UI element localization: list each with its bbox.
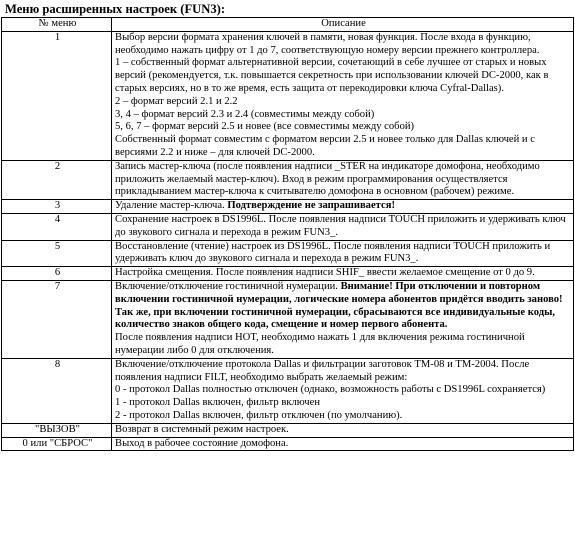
table-row — [2, 213, 574, 240]
table-row — [2, 267, 574, 281]
description-paragraph — [115, 332, 572, 358]
menu-number-cell: 5 — [2, 240, 112, 267]
description-paragraph — [115, 281, 572, 332]
description-text: Выбор версии формата хранения ключей в памяти, новая функция. После входа в функцию, необходимо нажать цифру от 1 до 7, соответствующую номеру версии прежнего контроллера. — [115, 31, 540, 56]
description-text: 5, 6, 7 – формат версий 2.5 и новее (все совместимы между собой) — [115, 121, 415, 133]
description-cell — [112, 423, 574, 437]
description-paragraph — [115, 410, 572, 423]
description-paragraph — [115, 121, 572, 134]
warning-text: Внимание! При отключении и повторном включении гостиничной нумерации, логические номера абонентов придётся вводить заново! Так же, при включении гостиничной нумерации, сбрасываются все индивидуальные коды, количество знаков общего кода, смещение и номер первого абонента. — [115, 280, 563, 331]
description-text: Включение/отключение протокола Dallas и фильтрации заготовок TM-08 и TM-2004. После появления надписи FILT, необходимо выбрать желаемый режим: — [115, 358, 530, 383]
description-text: Восстановление (чтение) настроек из DS1996L. После появления надписи TOUCH приложить и удерживать ключ до звукового сигнала и перехода в режим FUN3_. — [115, 240, 551, 265]
warning-text: Подтверждение не запрашивается! — [227, 200, 395, 212]
description-paragraph — [115, 241, 572, 267]
table-row — [2, 240, 574, 267]
description-paragraph — [115, 134, 572, 160]
description-cell — [112, 280, 574, 358]
description-paragraph — [115, 57, 572, 95]
description-text: Возврат в системный режим настроек. — [115, 423, 289, 435]
table-row — [2, 358, 574, 423]
description-paragraph — [115, 161, 572, 199]
description-cell — [112, 267, 574, 281]
description-text: Выход в рабочее состояние домофона. — [115, 437, 289, 449]
table-row — [2, 31, 574, 160]
description-cell — [112, 358, 574, 423]
description-text: Удаление мастер-ключа. — [115, 200, 228, 212]
menu-number-cell: 1 — [2, 31, 112, 160]
description-paragraph — [115, 214, 572, 240]
table-header-row — [2, 18, 574, 32]
description-paragraph — [115, 438, 572, 451]
menu-number-cell: 6 — [2, 267, 112, 281]
description-text: 0 - протокол Dallas полностью отключен (однако, возможность работы с DS1996L сохраняется) — [115, 384, 546, 396]
description-paragraph — [115, 200, 572, 213]
description-text: 1 - протокол Dallas включен, фильтр включен — [115, 397, 320, 409]
menu-number-cell: 7 — [2, 280, 112, 358]
description-text: Сохранение настроек в DS1996L. После появления надписи TOUCH приложить и удерживать ключ до звукового сигнала и перехода в режим FUN3_. — [115, 213, 566, 238]
menu-number-cell: 8 — [2, 358, 112, 423]
table-row — [2, 280, 574, 358]
description-paragraph — [115, 424, 572, 437]
description-paragraph — [115, 96, 572, 109]
description-cell — [112, 200, 574, 214]
description-paragraph — [115, 384, 572, 397]
menu-number-cell: 0 или "СБРОС" — [2, 437, 112, 451]
description-text: 1 – собственный формат альтернативной версии, сочетающий в себе лучшее от старых и новых версий (рекомендуется, т.к. повышается секретность при использовании ключей DC-2000, как в старых версиях, но в то же время, есть защита от перекодировки ключа Cyfral-Dallas). — [115, 57, 549, 94]
description-text: Запись мастер-ключа (после появления надписи _STER на индикаторе домофона, необходимо приложить желаемый мастер-ключ). Вход в режим программирования осуществляется прикладыванием мастер-ключа к считывателю домофона в основном (рабочем) режиме. — [115, 160, 540, 198]
menu-number-cell: "ВЫЗОВ" — [2, 423, 112, 437]
description-text: Настройка смещения. После появления надписи SHIF_ ввести желаемое смещение от 0 до 9. — [115, 267, 535, 279]
description-cell — [112, 160, 574, 199]
description-text: 2 - протокол Dallas включен, фильтр отключен (по умолчанию). — [115, 409, 403, 421]
description-cell — [112, 240, 574, 267]
description-text: Включение/отключение гостиничной нумерации. — [115, 280, 341, 292]
description-paragraph — [115, 32, 572, 58]
menu-number-cell: 3 — [2, 200, 112, 214]
table-row — [2, 200, 574, 214]
description-text: 2 – формат версий 2.1 и 2.2 — [115, 95, 238, 107]
description-text: После появления надписи HOT, необходимо нажать 1 для включения режима гостиничной нумерации либо 0 для отключения. — [115, 332, 525, 356]
description-text: Собственный формат совместим с форматом версии 2.5 и новее только для Dallas ключей и с версиями 2.2 и ниже – для ключей DC-2000. — [115, 134, 535, 158]
description-paragraph — [115, 109, 572, 122]
description-cell — [112, 31, 574, 160]
table-row — [2, 160, 574, 199]
table-row — [2, 423, 574, 437]
description-cell — [112, 437, 574, 451]
settings-table — [1, 17, 574, 451]
table-body — [2, 31, 574, 451]
page-title: Меню расширенных настроек (FUN3): — [5, 2, 226, 16]
menu-number-cell: 4 — [2, 213, 112, 240]
description-text: 3, 4 – формат версий 2.3 и 2.4 (совместимы между собой) — [115, 108, 375, 120]
header-description: Описание — [112, 18, 574, 32]
header-menu-number: № меню — [2, 18, 112, 32]
menu-number-cell: 2 — [2, 160, 112, 199]
description-paragraph — [115, 267, 572, 280]
description-cell — [112, 213, 574, 240]
table-row — [2, 437, 574, 451]
description-paragraph — [115, 359, 572, 385]
description-paragraph — [115, 397, 572, 410]
